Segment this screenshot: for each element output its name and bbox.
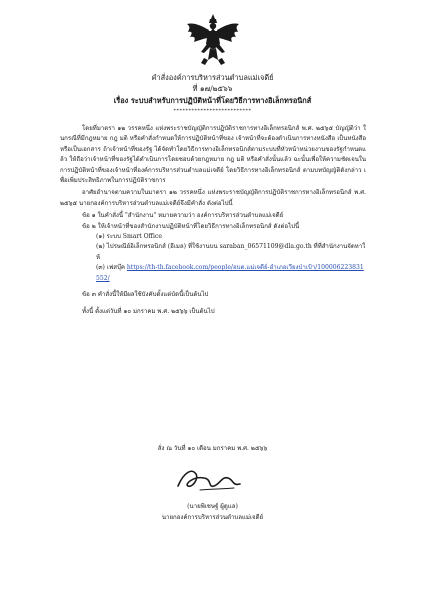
clause-2: ข้อ ๒ ให้เจ้าหน้าที่ของสำนักงานปฏิบัติหน้าที่โดยวิธีการทางอิเล็กทรอนิกส์ ดังต่อไปนี้ [82,222,300,230]
order-subject: เรื่อง ระบบสำหรับการปฏิบัติหน้าที่โดยวิธีการทางอิเล็กทรอนิกส์ [113,96,312,105]
clause-2-sub-3 [60,263,366,284]
clause-3: ข้อ ๓ คำสั่งนี้ให้มีผลใช้บังคับตั้งแต่บัดนี้เป็นต้นไป [82,291,209,299]
garuda-emblem-icon [186,14,240,66]
clause-2-sub-2: (๒) ไปรษณีย์อิเล็กทรอนิกส์ (อีเมล) ที่ใช้งานบน saraban_06571109@dla.go.th ที่ที่สำนักงานจัดหาให้ [96,243,366,261]
effective-date: ทั้งนี้ ตั้งแต่วันที่ ๑๐ มกราคม พ.ศ. ๒๕๖๖ เป็นต้นไป [82,307,215,315]
decorative-divider: ************************** [173,108,252,114]
preamble-paragraph: โดยที่มาตรา ๑๒ วรรคหนึ่ง แห่งพระราชบัญญัติการปฏิบัติราชการทางอิเล็กทรอนิกส์ พ.ศ. ๒๕๖๕ บัญญัติว่า ในกรณีที่มีกฎหมาย กฎ มติ หรือคำสั่งกำหนดให้การปฏิบัติหน้าที่ของ เจ้าหน้าที่จะต้องดำเนินการทางหนังสือ เป็นหนังสือ หรือเป็นเอกสาร ถ้าเจ้าหน้าที่ของรัฐ ได้จัดทำโดยวิธีการทางอิเล็กทรอนิกส์ตามระบบที่หัวหน้าหน่วยงานของรัฐกำหนดแล้ว ให้ถือว่าเจ้าหน้าที่ของรัฐได้ดำเนินการโดยชอบด้วยกฎหมาย กฎ มติ หรือคำสั่งนั้นแล้ว ฉะนั้นเพื่อให้ความชัดเจนในการปฏิบัติหน้าที่ของเจ้าหน้าที่องค์การบริหารส่วนตำบลแม่เจดีย์ โดยวิธีการทางอิเล็กทรอนิกส์ ตามบทบัญญัติดังกล่าว เพื่อเพิ่มประสิทธิภาพในการปฏิบัติราชการ [60,125,366,185]
clause-1: ข้อ ๑ ในคำสั่งนี้ "สำนักงาน" หมายความว่า องค์การบริหารส่วนตำบลแม่เจดีย์ [82,212,284,220]
signed-date: สั่ง ณ วันที่ ๑๐ เดือน มกราคม พ.ศ. ๒๕๖๖ [157,445,268,452]
signer-name: (นายพิเชษฐ์ ผู้ดูแล) [187,503,238,510]
authority-paragraph: อาศัยอำนาจตามความในมาตรา ๑๒ วรรคหนึ่ง แห่งพระราชบัญญัติการปฏิบัติราชการทางอิเล็กทรอนิกส์ พ.ศ. ๒๕๖๕ นายกองค์การบริหารส่วนตำบลแม่เจดีย์จึงมีคำสั่ง ดังต่อไปนี้ [60,189,366,207]
handwritten-signature-icon [170,462,250,498]
facebook-link[interactable]: https://th-th.facebook.com/people/อบต.แม่เจดีย์-อำเภอเวียงป่าเป้า/100006223831552/ [96,264,364,282]
order-title: คำสั่งองค์การบริหารส่วนตำบลแม่เจดีย์ [151,73,274,82]
signer-position: นายกองค์การบริหารส่วนตำบลแม่เจดีย์ [161,514,264,521]
order-number: ที่ ๑๗/๒๕๖๖ [192,84,233,93]
clause-2-sub-1: (๑) ระบบ Smart Office [96,233,162,241]
order-body [60,124,366,317]
clause-2-sub-3-label: (๓) เฟสบุ๊ค [96,264,127,272]
